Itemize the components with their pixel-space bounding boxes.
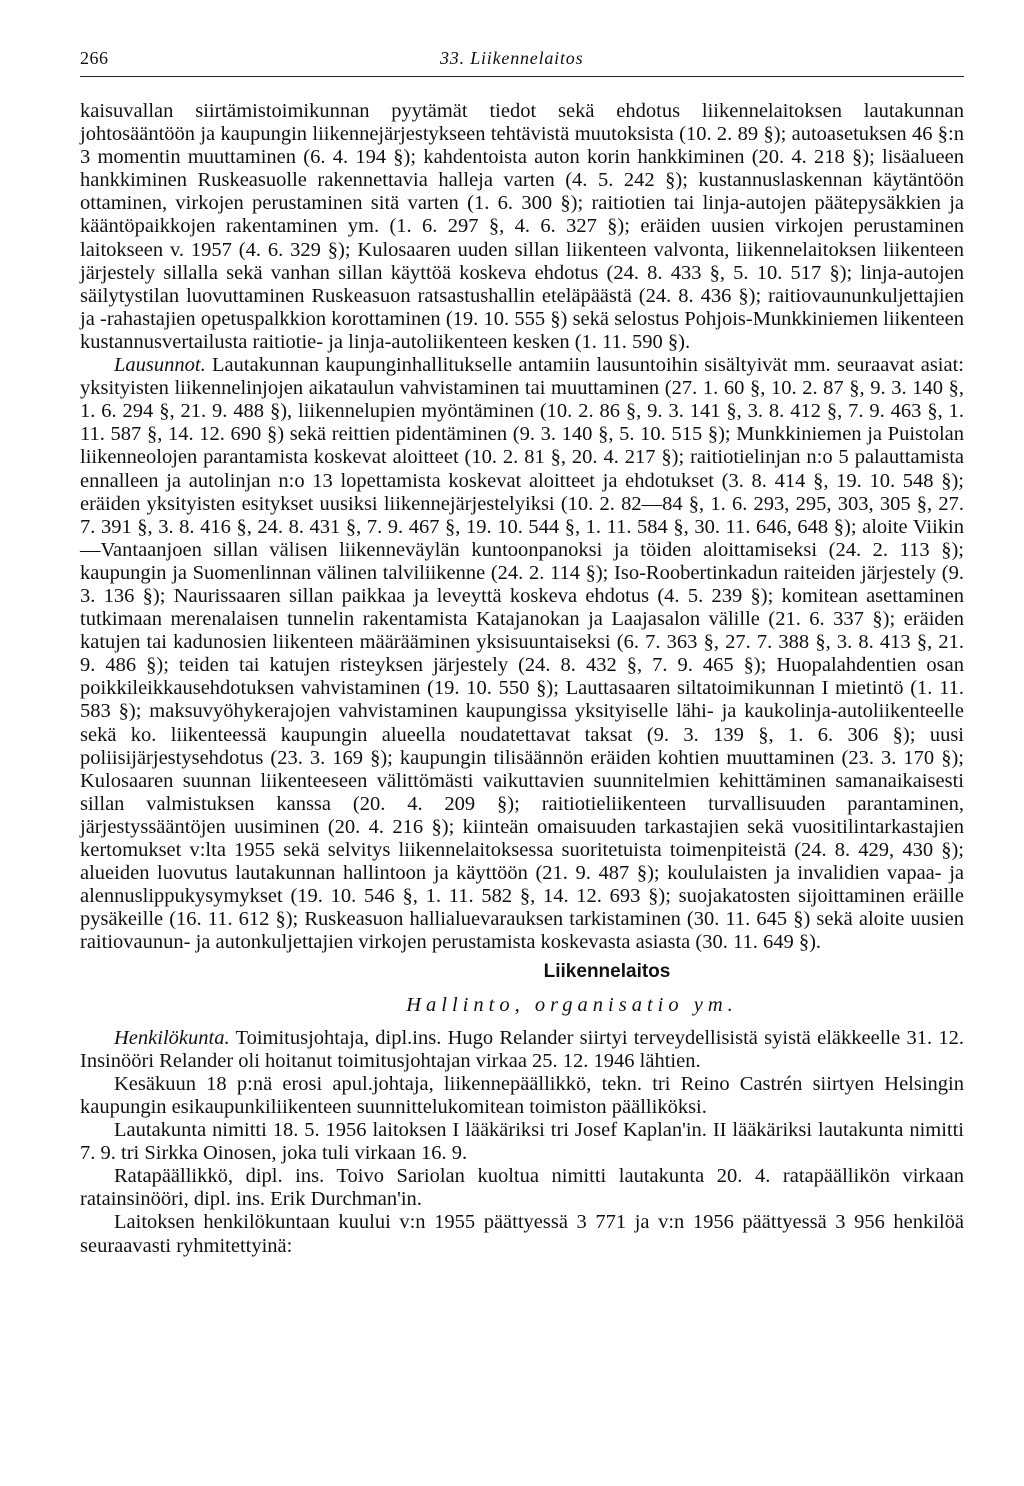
section-title: Liikennelaitos: [543, 961, 671, 983]
paragraph-label: Lausunnot.: [114, 354, 206, 377]
running-head: 33. Liikennelaitos: [440, 48, 584, 68]
paragraph: Ratapäällikkö, dipl. ins. Toivo Sariolan kuoltua nimitti lautakunta 20. 4. ratapäällikön virkaan ratainsinööri, dipl. ins. Erik Durchman'in.: [80, 1165, 964, 1211]
paragraph: Laitoksen henkilökuntaan kuului v:n 1955 päättyessä 3 771 ja v:n 1956 päättyessä 3 956 henkilöä seuraavasti ryhmitettyinä:: [80, 1211, 964, 1257]
paragraph-continued: kaisuvallan siirtämistoimikunnan pyytämät tiedot sekä ehdotus liikennelaitoksen lautakunnan johtosääntöön ja kaupungin liikennejärjestykseen tehtävistä muutoksista (10. 2. 89 §); autoasetuksen 46 §:n 3 momentin muuttaminen (6. 4. 194 §); kahdentoista auton korin hankkiminen (20. 4. 218 §); lisäalueen hankkiminen Ruskeasuolle rakennettavia halleja varten (4. 5. 242 §); kustannuslaskennan käytäntöön ottaminen, virkojen perustaminen sitä varten (1. 6. 300 §); raitiotien tai linja-autojen päätepysäkkien ja kääntöpaikkojen rakentaminen ym. (1. 6. 297 §, 4. 6. 327 §); eräiden uusien virkojen perustaminen laitokseen v. 1957 (4. 6. 329 §); Kulosaaren uuden sillan liikenteen valvonta, liikennelaitoksen liikenteen järjestely sillalla sekä vanhan sillan käyttöä koskeva ehdotus (24. 8. 433 §, 5. 10. 517 §); linja-autojen säilytystilan luovuttaminen Ruskeasuon ratsastushallin eteläpäästä (24. 8. 436 §); raitiovaununkuljettajien ja -rahastajien opetuspalkkion korottaminen (19. 10. 555 §) sekä selostus Pohjois-Munkkiniemen liikenteen kustannusvertailusta raitiotie- ja linja-autoliikenteen kesken (1. 11. 590 §).: [80, 100, 964, 353]
paragraph-text: Lautakunnan kaupunginhallitukselle antamiin lausuntoihin sisältyivät mm. seuraavat asiat: yksityisten liikennelinjojen aikataulun vahvistaminen tai muuttaminen (27. 1. 60 §, 10. 2. 87 §, 9. 3. 140 §, 1. 6. 294 §, 21. 9. 488 §), liikennelupien myöntäminen (10. 2. 86 §, 9. 3. 141 §, 3. 8. 412 §, 7. 9. 463 §, 1. 11. 587 §, 14. 12. 690 §) sekä reittien pidentäminen (9. 3. 140 §, 5. 10. 515 §); Munkkiniemen ja Puistolan liikenneolojen parantamista koskevat aloitteet (10. 2. 81 §, 20. 4. 217 §); raitiotielinjan n:o 5 palauttamista ennalleen ja autolinjan n:o 13 lopettamista koskevat aloitteet ja ehdotukset (3. 8. 414 §, 19. 10. 548 §); eräiden yksityisten esitykset uusiksi liikennejärjestelyiksi (10. 2. 82—84 §, 1. 6. 293, 295, 303, 305 §, 27. 7. 391 §, 3. 8. 416 §, 24. 8. 431 §, 7. 9. 467 §, 19. 10. 544 §, 1. 11. 584 §, 30. 11. 646, 648 §); aloite Viikin—Vantaanjoen sillan välisen liikenneväylän kuntoonpanoksi ja töiden aloittamiseksi (24. 2. 113 §); kaupungin ja Suomenlinnan välinen talviliikenne (24. 2. 114 §); Iso-Roobertinkadun raiteiden järjestely (9. 3. 136 §); Naurissaaren sillan paikkaa ja leveyttä koskeva ehdotus (4. 5. 239 §); komitean asettaminen tutkimaan merenalaisen tunnelin rakentamista Katajanokan ja Laajasalon välille (21. 6. 337 §); eräiden katujen tai kadunosien liikenteen määrääminen yksisuuntaiseksi (6. 7. 363 §, 27. 7. 388 §, 3. 8. 413 §, 21. 9. 486 §); teiden tai katujen risteyksen järjestely (24. 8. 432 §, 7. 9. 465 §); Huopalahdentien osan poikkileikkausehdotuksen vahvistaminen (19. 10. 550 §); Lauttasaaren siltatoimikunnan I mietintö (1. 11. 583 §); maksuvyöhykerajojen vahvistaminen kaupungissa yksityiselle lähi- ja kaukolinja-autoliikenteelle sekä ko. liikenteessä kaupungin alueella noudatettavat taksat (9. 3. 139 §, 1. 6. 306 §); uusi poliisijärjestysehdotus (23. 3. 169 §); kaupungin tilisäännön eräiden kohtien muuttaminen (23. 3. 170 §); Kulosaaren suunnan liikenteeseen välittömästi vaikuttavien suunnitelmien kehittäminen samanaikaisesti sillan valmistuksen kanssa (20. 4. 209 §); raitiotieliikenteen turvallisuuden parantaminen, järjestyssääntöjen uusiminen (20. 4. 216 §); kiinteän omaisuuden tarkastajien sekä vuositilintarkastajien kertomukset v:lta 1955 sekä selvitys liikennelaitoksessa suoritetuista toimenpiteistä (24. 8. 429, 430 §); alueiden luovutus lautakunnan hallintoon ja käyttöön (21. 9. 487 §); koululaisten ja invalidien vapaa- ja alennuslippukysymykset (19. 10. 546 §, 1. 11. 582 §, 14. 12. 693 §); suojakatosten sijoittaminen eräille pysäkeille (16. 11. 612 §); Ruskeasuon hallialuevarauksen tarkistaminen (30. 11. 645 §) sekä aloite uusien raitiovaunun- ja autonkuljettajien virkojen perustamista koskevasta asiasta (30. 11. 649 §).: [80, 354, 964, 954]
subsection-title: Hallinto, organisatio ym.: [406, 993, 738, 1016]
paragraph-lausunnot: [80, 354, 964, 954]
page-number: 266: [80, 48, 109, 68]
header-rule: [80, 76, 964, 77]
paragraph-text: Toimitusjohtaja, dipl.ins. Hugo Relander siirtyi terveydellisistä syistä eläkkeelle 31. 12. Insinööri Relander oli hoitanut toimitusjohtajan virkaa 25. 12. 1946 lähtien.: [80, 1026, 964, 1072]
paragraph-label: Henkilökunta.: [114, 1026, 230, 1049]
page-header: [80, 48, 964, 76]
paragraph-henkilokunta: [80, 1027, 964, 1073]
body-text: [80, 100, 964, 1258]
paragraph: Kesäkuun 18 p:nä erosi apul.johtaja, liikennepäällikkö, tekn. tri Reino Castrén siirtyen Helsingin kaupungin esikaupunkiliikenteen suunnittelukomitean toimiston päälliköksi.: [80, 1072, 964, 1118]
paragraph: Lautakunta nimitti 18. 5. 1956 laitoksen I lääkäriksi tri Josef Kaplan'in. II lääkäriksi lautakunta nimitti 7. 9. tri Sirkka Oinosen, joka tuli virkaan 16. 9.: [80, 1119, 964, 1165]
